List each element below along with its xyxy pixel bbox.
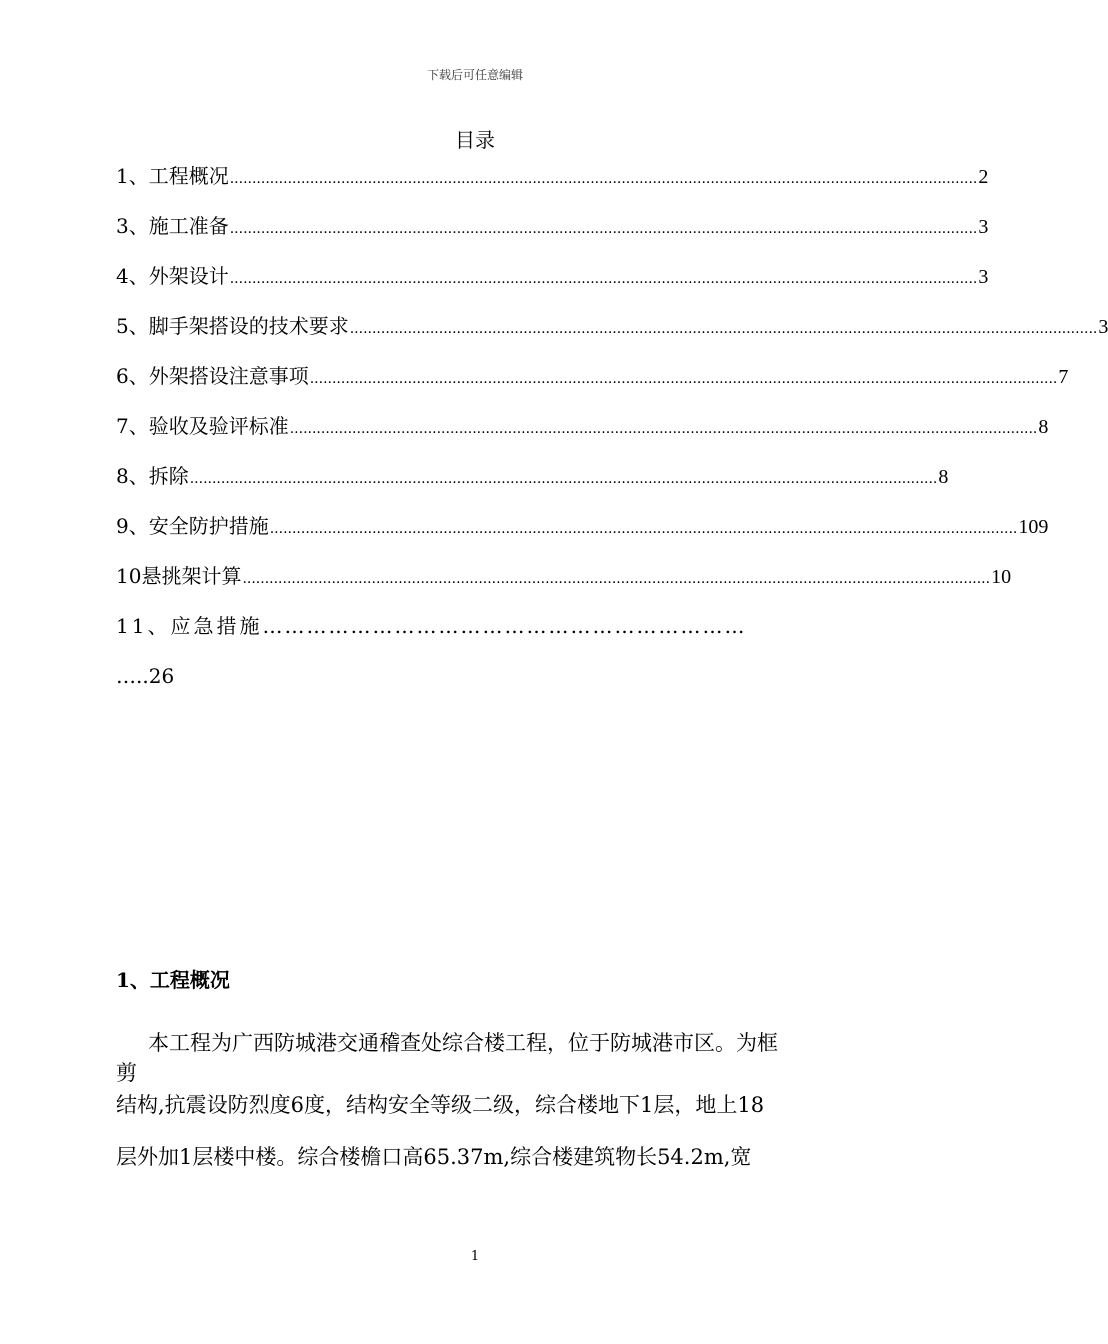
toc-leader-dots: ........................................................................................................................................................................ xyxy=(229,171,978,187)
toc-entry[interactable] xyxy=(116,558,1012,608)
toc-entry-label: 1、工程概况 xyxy=(116,164,229,188)
toc-entry[interactable] xyxy=(116,158,989,208)
toc-leader-dots: ........................................................................................................................................................................ xyxy=(229,221,978,237)
toc-entry[interactable] xyxy=(116,608,838,658)
toc-leader-dots: ........................................................................................................................................................................ xyxy=(229,271,978,287)
toc-entry-label: 7、验收及验评标准 xyxy=(116,414,289,438)
toc-entry-page: 2 xyxy=(978,166,989,188)
toc-entry-label: 8、拆除 xyxy=(116,464,189,488)
toc-leader-dots: ........................................................................................................................................................................ xyxy=(349,321,1098,337)
body-line: 结构,抗震设防烈度6度，结构安全等级二级，综合楼地下1层，地上18 xyxy=(116,1093,765,1117)
toc-entry[interactable] xyxy=(116,208,989,258)
toc-entry-page: 109 xyxy=(1018,516,1049,538)
toc-leader-dots: ........................................................................................................................................................................ xyxy=(309,371,1058,387)
toc-entry-page: 3 xyxy=(1098,316,1108,338)
toc-entry[interactable] xyxy=(116,508,1049,558)
toc-entry[interactable] xyxy=(116,408,1049,458)
toc-entry-page: 8 xyxy=(938,466,949,488)
toc-entry[interactable] xyxy=(116,358,1069,408)
section-body xyxy=(116,1024,838,1172)
toc-entry-label: 5、脚手架搭设的技术要求 xyxy=(116,314,349,338)
page-header: 下载后可任意编辑 xyxy=(426,68,523,82)
toc-entry-page: 7 xyxy=(1058,366,1069,388)
toc-entry-label: 6、外架搭设注意事项 xyxy=(116,364,309,388)
toc-entry-label: 4、外架设计 xyxy=(116,264,229,288)
toc-entry[interactable] xyxy=(116,458,949,508)
toc-leader-dots: ………………………………………………………… xyxy=(262,614,747,638)
toc-leader-dots: ........................................................................................................................................................................ xyxy=(289,421,1038,437)
toc-leader-dots: ........................................................................................................................................................................ xyxy=(242,571,991,587)
toc-title: 目录 xyxy=(455,128,495,152)
toc-entry-label: 10悬挑架计算 xyxy=(116,564,242,588)
body-line: 层外加1层楼中楼。综合楼檐口高65.37m,综合楼建筑物长54.2m,宽 xyxy=(116,1145,752,1169)
toc-leader-dots: ........................................................................................................................................................................ xyxy=(269,521,1018,537)
toc-entry[interactable] xyxy=(116,258,989,308)
body-line: 本工程为广西防城港交通稽查处综合楼工程，位于防城港市区。为框 xyxy=(148,1031,778,1055)
toc-entry-label: 11、应急措施 xyxy=(116,614,263,638)
table-of-contents xyxy=(116,158,1108,708)
toc-entry-label: 9、安全防护措施 xyxy=(116,514,269,538)
toc-entry-page: 8 xyxy=(1038,416,1049,438)
toc-entry-page: 10 xyxy=(991,566,1012,588)
toc-entry-page: 3 xyxy=(978,266,989,288)
section-heading: 1、工程概况 xyxy=(116,968,230,992)
toc-entry-page: 3 xyxy=(978,216,989,238)
toc-entry-label: 3、施工准备 xyxy=(116,214,229,238)
body-line-wrap: 剪 xyxy=(116,1061,137,1085)
toc-entry-continuation: …..26 xyxy=(116,664,175,688)
page-number: 1 xyxy=(470,1249,480,1264)
toc-entry[interactable] xyxy=(116,308,1108,358)
toc-leader-dots: ........................................................................................................................................................................ xyxy=(189,471,938,487)
